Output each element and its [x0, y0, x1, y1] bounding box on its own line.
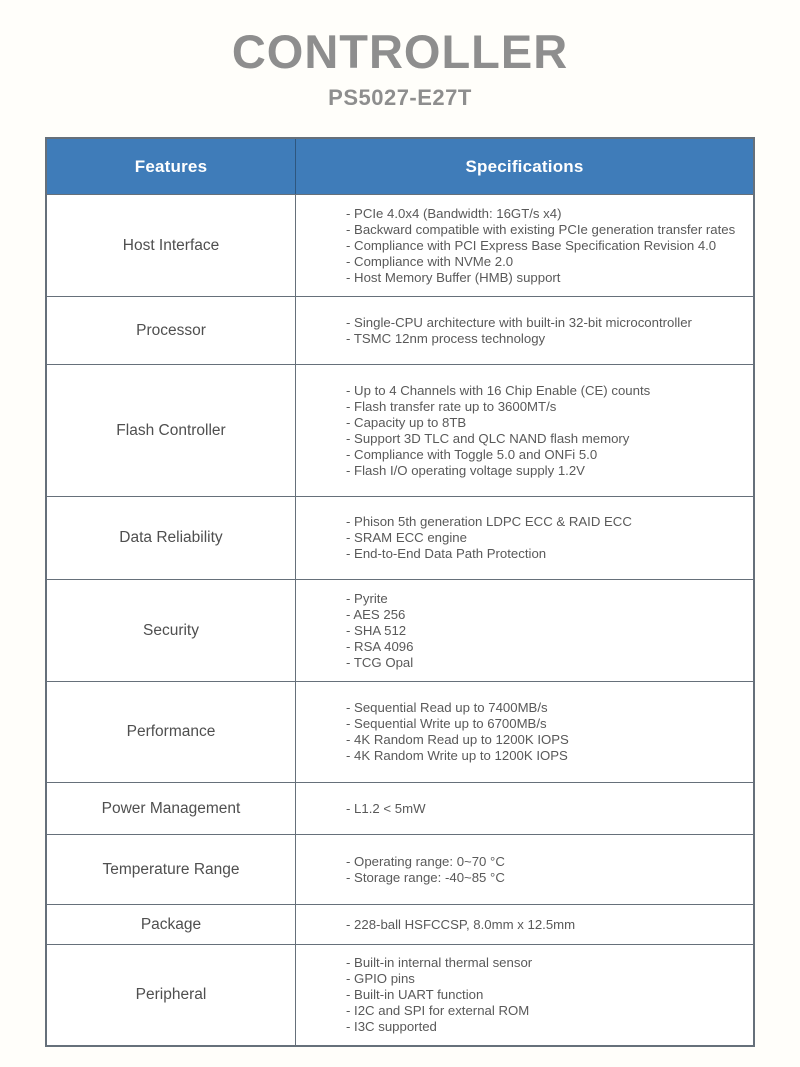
specifications-cell: [296, 945, 753, 1045]
spec-table: [45, 137, 755, 1047]
specifications-cell: [296, 905, 753, 944]
table-body: [47, 194, 753, 1045]
spec-line: - 4K Random Write up to 1200K IOPS: [346, 748, 568, 763]
spec-line: - Up to 4 Channels with 16 Chip Enable (CE) counts: [346, 382, 651, 398]
spec-line: - Sequential Write up to 6700MB/s: [346, 716, 547, 731]
spec-line: - AES 256: [346, 606, 406, 622]
spec-line: - L1.2 < 5mW: [346, 800, 426, 816]
spec-line: - Host Memory Buffer (HMB) support: [346, 269, 561, 285]
table-row: [47, 579, 753, 681]
spec-line: - 228-ball HSFCCSP, 8.0mm x 12.5mm: [346, 916, 576, 932]
table-row: [47, 296, 753, 364]
spec-line: - Operating range: 0~70 °C: [346, 853, 505, 869]
spec-line: - I3C supported: [346, 1019, 437, 1034]
spec-line: - Capacity up to 8TB: [346, 414, 467, 430]
feature-cell: Processor: [47, 297, 296, 364]
specifications-cell: [296, 195, 753, 296]
spec-line: - TCG Opal: [346, 654, 414, 670]
specifications-cell: [296, 365, 753, 496]
spec-line: - End-to-End Data Path Protection: [346, 546, 547, 561]
spec-line: - Compliance with PCI Express Base Specification Revision 4.0: [346, 237, 717, 253]
spec-line: - SRAM ECC engine: [346, 530, 467, 545]
specifications-cell: [296, 783, 753, 834]
feature-cell: Peripheral: [47, 945, 296, 1045]
spec-line: - Sequential Read up to 7400MB/s: [346, 700, 548, 715]
specifications-cell: [296, 835, 753, 904]
feature-cell: Power Management: [47, 783, 296, 834]
feature-cell: Package: [47, 905, 296, 944]
table-row: [47, 904, 753, 944]
feature-cell: Flash Controller: [47, 365, 296, 496]
spec-line: - Flash I/O operating voltage supply 1.2V: [346, 462, 585, 478]
table-row: [47, 944, 753, 1045]
spec-line: - PCIe 4.0x4 (Bandwidth: 16GT/s x4): [346, 205, 562, 221]
specifications-cell: [296, 580, 753, 681]
table-row: [47, 834, 753, 904]
page-subtitle: PS5027-E27T: [328, 85, 472, 110]
feature-cell: Host Interface: [47, 195, 296, 296]
table-row: [47, 194, 753, 296]
page-title: CONTROLLER: [231, 25, 569, 78]
spec-line: - SHA 512: [346, 622, 407, 638]
feature-cell: Performance: [47, 682, 296, 782]
spec-line: - Backward compatible with existing PCIe generation transfer rates: [346, 221, 736, 237]
spec-line: - Compliance with Toggle 5.0 and ONFi 5.0: [346, 446, 598, 462]
spec-line: - Support 3D TLC and QLC NAND flash memory: [346, 430, 630, 446]
spec-line: - Storage range: -40~85 °C: [346, 869, 505, 885]
feature-cell: Security: [47, 580, 296, 681]
spec-line: - I2C and SPI for external ROM: [346, 1003, 530, 1018]
spec-line: - Built-in UART function: [346, 987, 484, 1002]
spec-line: - Flash transfer rate up to 3600MT/s: [346, 398, 557, 414]
feature-cell: Data Reliability: [47, 497, 296, 579]
table-header-row: [47, 139, 753, 194]
table-row: [47, 782, 753, 834]
table-row: [47, 364, 753, 496]
spec-line: - Phison 5th generation LDPC ECC & RAID ECC: [346, 514, 632, 529]
table-row: [47, 496, 753, 579]
column-header-specifications: Specifications: [465, 156, 584, 176]
spec-line: - TSMC 12nm process technology: [346, 330, 546, 346]
spec-line: - RSA 4096: [346, 638, 414, 654]
spec-line: - Compliance with NVMe 2.0: [346, 253, 514, 269]
specifications-cell: [296, 682, 753, 782]
feature-cell: Temperature Range: [47, 835, 296, 904]
specifications-cell: [296, 297, 753, 364]
column-header-features: Features: [47, 139, 296, 194]
specifications-cell: [296, 497, 753, 579]
spec-line: - GPIO pins: [346, 971, 415, 986]
spec-line: - Single-CPU architecture with built-in 32-bit microcontroller: [346, 314, 692, 330]
table-row: [47, 681, 753, 782]
spec-line: - 4K Random Read up to 1200K IOPS: [346, 732, 569, 747]
spec-line: - Built-in internal thermal sensor: [346, 955, 533, 970]
spec-line: - Pyrite: [346, 590, 388, 606]
